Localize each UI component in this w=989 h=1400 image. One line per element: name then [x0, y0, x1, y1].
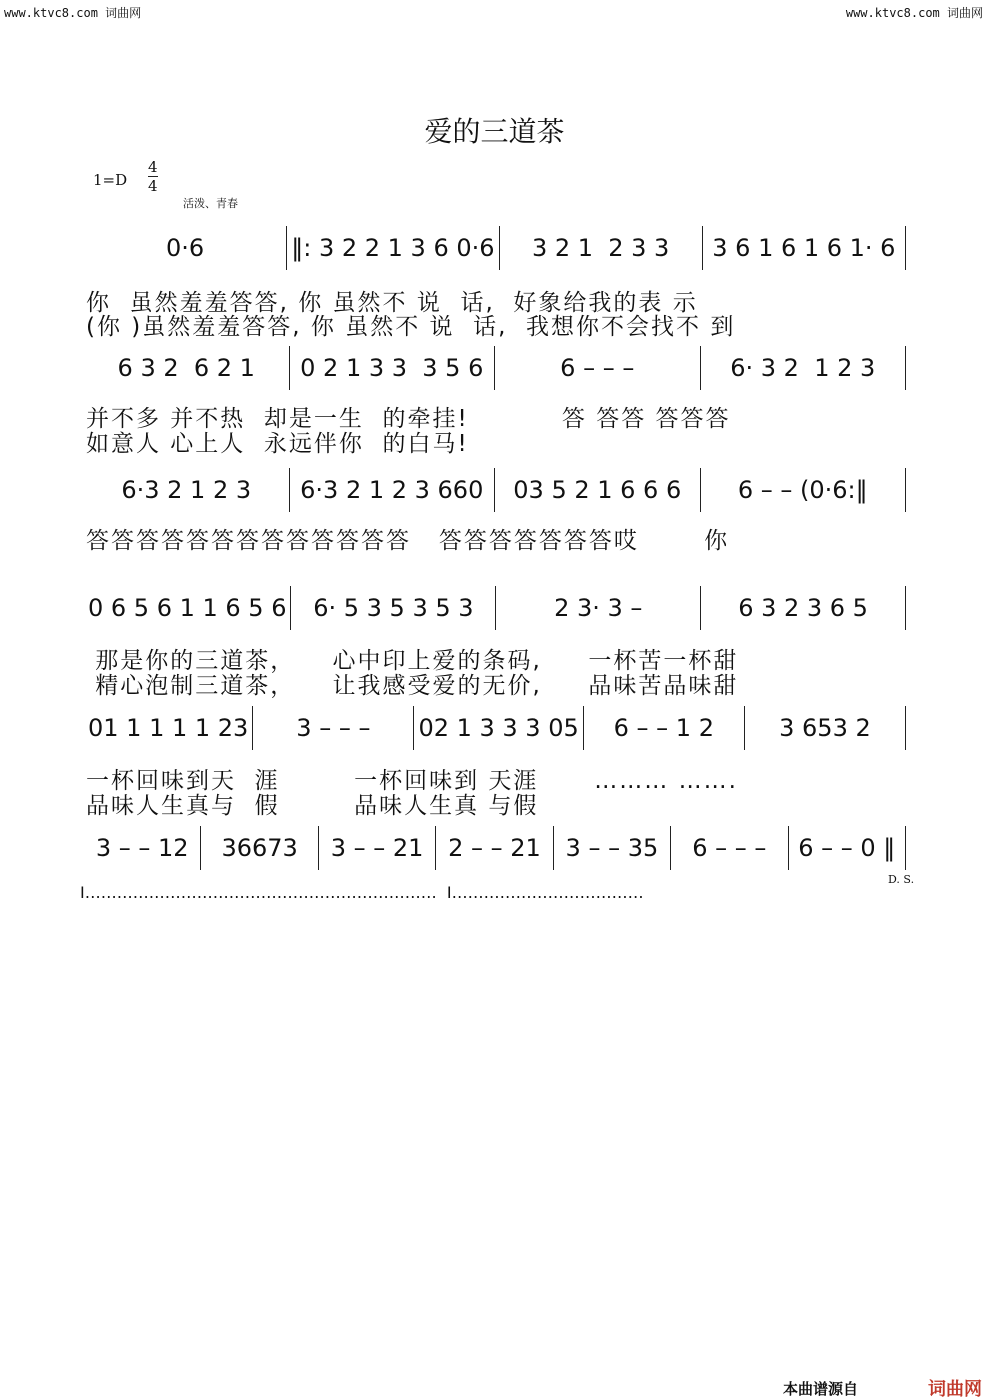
measure: 6 3 2 3 6 5	[701, 586, 906, 630]
time-top: 4	[148, 158, 158, 176]
measure: 3 6 1 6 1 6 1· 6	[703, 226, 906, 270]
measure: 3 – – –	[253, 706, 414, 750]
measure: 2 3· 3 –	[496, 586, 701, 630]
lyric-line: 答答答答答答答答答答答答答 答答答答答答答哎 你	[86, 528, 730, 554]
footer-logo: 词曲网	[928, 1379, 982, 1400]
measure: 03 5 2 1 6 6 6	[495, 468, 701, 512]
measure: 6 – – –	[671, 826, 788, 870]
measure: 36673	[201, 826, 318, 870]
song-title: 爱的三道茶	[424, 115, 565, 148]
measure: 6· 5 3 5 3 5 3	[291, 586, 496, 630]
lyric-line: 一杯回味到天 涯 一杯回味到 天涯 ……… …….	[86, 768, 738, 794]
measure: 3 – – 12	[84, 826, 201, 870]
site-header-right: www.ktvc8.com 词曲网	[845, 6, 983, 20]
measure: 0 2 1 3 3 3 5 6	[290, 346, 496, 390]
measure: 3 – – 35	[554, 826, 671, 870]
lyric-line: (你 )虽然羞羞答答, 你 虽然不 说 话, 我想你不会找不 到	[86, 314, 736, 340]
measure: 6 – – (0·6:‖	[701, 468, 907, 512]
notation-row	[84, 346, 906, 390]
footer-source: 本曲谱源自	[783, 1380, 859, 1398]
measure: 6 – – 1 2	[584, 706, 745, 750]
lyric-line: 你 虽然羞羞答答, 你 虽然不 说 话, 好象给我的表 示	[86, 290, 698, 316]
time-signature	[148, 158, 158, 195]
measure: 0 6 5 6 1 1 6 5 6	[84, 586, 291, 630]
lyric-line: 精心泡制三道茶， 让我感受爱的无价, 品味苦品味甜	[86, 673, 739, 699]
measure: 02 1 3 3 3 05	[414, 706, 583, 750]
measure: 3 2 1 2 3 3	[500, 226, 703, 270]
time-bottom: 4	[148, 177, 158, 195]
site-header-left: www.ktvc8.com 词曲网	[4, 6, 142, 20]
measure: 2 – – 21	[436, 826, 553, 870]
lyric-line: 并不多 并不热 却是一生 的牵挂! 答 答答 答答答	[86, 406, 731, 432]
measure: 6 3 2 6 2 1	[84, 346, 290, 390]
notation-row	[84, 226, 906, 270]
lyric-line: 那是你的三道茶， 心中印上爱的条码, 一杯苦一杯甜	[86, 648, 739, 674]
measure: 6· 3 2 1 2 3	[701, 346, 907, 390]
lyric-line: 品味人生真与 假 品味人生真 与假	[86, 793, 539, 819]
notation-row	[84, 706, 906, 750]
measure: 6 – – –	[495, 346, 701, 390]
lyric-line: 如意人 心上人 永远伴你 的白马!	[86, 431, 469, 457]
key-signature: 1=D	[93, 171, 128, 189]
ds-marking: D. S.	[888, 873, 915, 886]
lyric-line: I………………………………………………………… I………………………………	[80, 883, 644, 902]
measure: 0·6	[84, 226, 287, 270]
measure: 3 653 2	[745, 706, 906, 750]
notation-row	[84, 468, 906, 512]
measure: 6·3 2 1 2 3 660	[290, 468, 496, 512]
measure: 01 1 1 1 1 23	[84, 706, 253, 750]
tempo-marking: 活泼、青春	[183, 197, 238, 210]
measure: 6 – – 0 ‖	[789, 826, 906, 870]
measure: 3 – – 21	[319, 826, 436, 870]
measure: 6·3 2 1 2 3	[84, 468, 290, 512]
measure: ‖: 3 2 2 1 3 6 0·6	[287, 226, 499, 270]
notation-row	[84, 826, 906, 870]
notation-row	[84, 586, 906, 630]
